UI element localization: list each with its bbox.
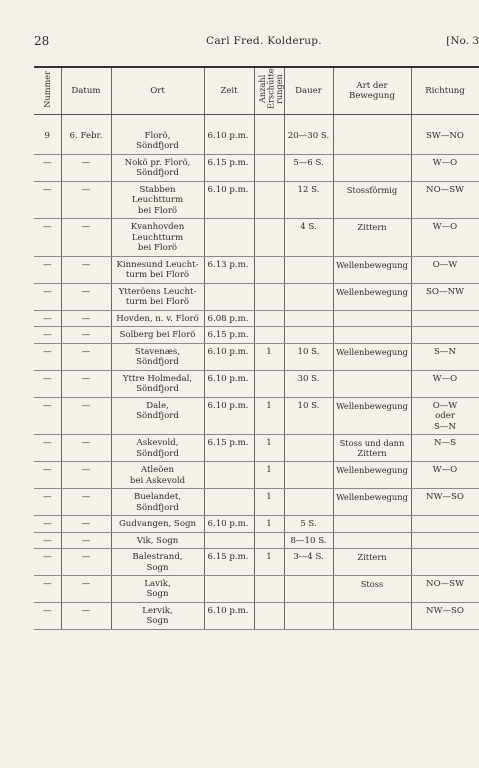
cell-datum: — bbox=[61, 370, 111, 397]
cell-ort-line: Söndfjord bbox=[136, 411, 179, 422]
cell-ort-line: Vik, Sogn bbox=[136, 535, 179, 546]
cell-ort bbox=[111, 219, 204, 256]
cell-richtung bbox=[411, 219, 479, 256]
cell-art bbox=[333, 327, 411, 343]
cell-art bbox=[333, 602, 411, 629]
cell-ort-line: Dale, bbox=[146, 400, 169, 411]
cell-anzahl bbox=[254, 256, 284, 283]
cell-datum: — bbox=[61, 516, 111, 532]
cell-ort-line: Nokö pr. Florö, bbox=[124, 157, 191, 168]
header-ort: Ort bbox=[111, 67, 204, 115]
cell-nummer: — bbox=[34, 462, 61, 489]
cell-ort-line: Söndfjord bbox=[136, 502, 179, 513]
cell-ort-line: Söndfjord bbox=[136, 141, 179, 152]
cell-ort bbox=[111, 575, 204, 602]
cell-ort bbox=[111, 435, 204, 462]
cell-richtung bbox=[411, 370, 479, 397]
table-row bbox=[34, 602, 479, 629]
cell-datum: — bbox=[61, 532, 111, 548]
cell-richtung-line: NW—SO bbox=[426, 492, 464, 503]
cell-anzahl bbox=[254, 602, 284, 629]
cell-dauer: 10 S. bbox=[284, 343, 333, 370]
cell-richtung bbox=[411, 283, 479, 310]
cell-art-line: Wellenbewegung bbox=[336, 492, 408, 503]
cell-nummer: — bbox=[34, 219, 61, 256]
cell-nummer: — bbox=[34, 343, 61, 370]
cell-datum: — bbox=[61, 343, 111, 370]
cell-richtung-line: N—S bbox=[433, 438, 456, 449]
cell-dauer bbox=[284, 602, 333, 629]
cell-ort-line: Sogn bbox=[146, 562, 169, 573]
cell-nummer: — bbox=[34, 397, 61, 434]
cell-art bbox=[333, 462, 411, 489]
cell-ort-line: Söndfjord bbox=[136, 168, 179, 179]
cell-nummer: — bbox=[34, 256, 61, 283]
cell-dauer: 12 S. bbox=[284, 181, 333, 218]
cell-art bbox=[333, 489, 411, 516]
cell-datum: — bbox=[61, 575, 111, 602]
cell-art-line: Zittern bbox=[357, 448, 387, 459]
cell-dauer bbox=[284, 327, 333, 343]
cell-richtung bbox=[411, 128, 479, 154]
cell-ort-line: Askevold, bbox=[136, 438, 179, 449]
cell-ort bbox=[111, 327, 204, 343]
earthquake-table bbox=[34, 66, 479, 630]
cell-ort-line: turm bei Florö bbox=[125, 297, 190, 308]
cell-ort-line: Balestrand, bbox=[132, 552, 183, 563]
cell-richtung-line: SO—NW bbox=[426, 286, 464, 297]
cell-art bbox=[333, 219, 411, 256]
cell-ort bbox=[111, 462, 204, 489]
cell-dauer bbox=[284, 435, 333, 462]
cell-zeit bbox=[204, 219, 254, 256]
cell-zeit: 6.15 p.m. bbox=[204, 435, 254, 462]
cell-dauer bbox=[284, 283, 333, 310]
cell-datum: — bbox=[61, 219, 111, 256]
table-row bbox=[34, 489, 479, 516]
cell-ort bbox=[111, 370, 204, 397]
table-row bbox=[34, 549, 479, 576]
cell-ort-line: Stavenæs, bbox=[134, 346, 181, 357]
cell-datum: — bbox=[61, 462, 111, 489]
cell-richtung bbox=[411, 489, 479, 516]
cell-anzahl bbox=[254, 283, 284, 310]
cell-nummer: — bbox=[34, 575, 61, 602]
cell-dauer bbox=[284, 575, 333, 602]
cell-dauer bbox=[284, 462, 333, 489]
cell-ort-line: bei Florö bbox=[137, 205, 178, 216]
cell-ort bbox=[111, 397, 204, 434]
cell-richtung bbox=[411, 397, 479, 434]
cell-anzahl bbox=[254, 370, 284, 397]
cell-zeit: 6.10 p.m. bbox=[204, 516, 254, 532]
cell-zeit bbox=[204, 462, 254, 489]
table-row bbox=[34, 154, 479, 181]
cell-ort bbox=[111, 128, 204, 154]
cell-ort-line: Stabben Leuchtturm bbox=[131, 184, 184, 206]
cell-art bbox=[333, 435, 411, 462]
cell-art-line: Wellenbewegung bbox=[336, 465, 408, 476]
cell-ort-line: Lervik, bbox=[142, 605, 173, 616]
cell-zeit: 6.10 p.m. bbox=[204, 181, 254, 218]
series-number: [No. 3 bbox=[446, 35, 479, 47]
cell-nummer: — bbox=[34, 549, 61, 576]
cell-ort-line: Yttre Holmedal, bbox=[122, 373, 193, 384]
header-anzahl: Anzahl Erschütte-rungen bbox=[254, 67, 284, 115]
cell-richtung-line: oder bbox=[435, 411, 455, 422]
cell-dauer bbox=[284, 256, 333, 283]
cell-art-line: Wellenbewegung bbox=[336, 346, 408, 357]
cell-richtung-line: W—O bbox=[432, 373, 458, 384]
cell-zeit: 6.10 p.m. bbox=[204, 602, 254, 629]
cell-richtung-line: S—N bbox=[433, 346, 456, 357]
cell-zeit bbox=[204, 489, 254, 516]
cell-anzahl: 1 bbox=[254, 343, 284, 370]
cell-dauer: 20—30 S. bbox=[284, 128, 333, 154]
cell-ort-line: Buelandet, bbox=[133, 492, 182, 503]
table-row bbox=[34, 256, 479, 283]
cell-datum: — bbox=[61, 283, 111, 310]
cell-art-line: Wellenbewegung bbox=[336, 259, 408, 270]
cell-ort-line: Florö, bbox=[144, 131, 171, 141]
cell-datum: — bbox=[61, 602, 111, 629]
cell-nummer: 9 bbox=[34, 128, 61, 154]
cell-ort bbox=[111, 549, 204, 576]
cell-nummer: — bbox=[34, 435, 61, 462]
cell-art bbox=[333, 256, 411, 283]
cell-art bbox=[333, 516, 411, 532]
cell-zeit: 6.10 p.m. bbox=[204, 128, 254, 154]
cell-zeit: 6.15 p.m. bbox=[204, 549, 254, 576]
table-row bbox=[34, 310, 479, 326]
table-row bbox=[34, 219, 479, 256]
cell-zeit: 6.15 p.m. bbox=[204, 327, 254, 343]
cell-ort-line: Hovden, n. v. Florö bbox=[116, 313, 199, 324]
cell-richtung bbox=[411, 549, 479, 576]
cell-nummer: — bbox=[34, 283, 61, 310]
cell-datum: 6. Febr. bbox=[61, 128, 111, 154]
cell-ort-line: Söndfjord bbox=[136, 448, 179, 459]
table-row bbox=[34, 327, 479, 343]
cell-ort-line: Sogn bbox=[146, 589, 169, 600]
cell-ort-line: bei Florö bbox=[137, 243, 178, 254]
cell-ort-line: Söndfjord bbox=[136, 357, 179, 368]
table-row bbox=[34, 343, 479, 370]
cell-zeit: 6.13 p.m. bbox=[204, 256, 254, 283]
cell-richtung-line: W—O bbox=[432, 157, 458, 168]
cell-art-line: Wellenbewegung bbox=[336, 286, 408, 297]
header-dauer: Dauer bbox=[284, 67, 333, 115]
cell-ort-line: Atleöen bbox=[140, 465, 175, 476]
cell-nummer: — bbox=[34, 154, 61, 181]
header-art: Art der Bewegung bbox=[333, 67, 411, 115]
cell-richtung-line: W—O bbox=[432, 222, 458, 233]
cell-anzahl bbox=[254, 154, 284, 181]
table-row bbox=[34, 128, 479, 154]
cell-zeit bbox=[204, 283, 254, 310]
cell-nummer: — bbox=[34, 370, 61, 397]
cell-art bbox=[333, 532, 411, 548]
cell-anzahl bbox=[254, 327, 284, 343]
cell-zeit: 6.10 p.m. bbox=[204, 397, 254, 434]
cell-richtung-line: W—O bbox=[432, 465, 458, 476]
cell-datum: — bbox=[61, 435, 111, 462]
cell-zeit: 6.15 p.m. bbox=[204, 154, 254, 181]
header-zeit: Zeit bbox=[204, 67, 254, 115]
table-row bbox=[34, 397, 479, 434]
cell-richtung bbox=[411, 516, 479, 532]
cell-dauer: 3—4 S. bbox=[284, 549, 333, 576]
cell-ort bbox=[111, 343, 204, 370]
cell-ort-line: bei Askevold bbox=[129, 475, 186, 486]
cell-ort-line: Ytteröens Leucht- bbox=[118, 286, 197, 297]
cell-ort-line: Solberg bei Florö bbox=[119, 330, 196, 341]
table-row bbox=[34, 370, 479, 397]
cell-art-line: Wellenbewegung bbox=[336, 400, 408, 411]
header-richtung: Richtung bbox=[411, 67, 479, 115]
cell-art bbox=[333, 128, 411, 154]
cell-anzahl bbox=[254, 128, 284, 154]
cell-ort-line: Gudvangen, Sogn bbox=[118, 519, 197, 530]
cell-zeit: 6.08 p.m. bbox=[204, 310, 254, 326]
cell-dauer: 10 S. bbox=[284, 397, 333, 434]
page-number: 28 bbox=[34, 34, 50, 48]
cell-nummer: — bbox=[34, 181, 61, 218]
table-row bbox=[34, 516, 479, 532]
cell-anzahl bbox=[254, 575, 284, 602]
cell-dauer bbox=[284, 489, 333, 516]
cell-dauer: 5 S. bbox=[284, 516, 333, 532]
cell-art-line: Stoss bbox=[360, 578, 384, 589]
cell-art-line: Stoss und dann bbox=[339, 438, 405, 449]
cell-datum: — bbox=[61, 181, 111, 218]
cell-anzahl: 1 bbox=[254, 516, 284, 532]
cell-nummer: — bbox=[34, 489, 61, 516]
cell-richtung bbox=[411, 575, 479, 602]
cell-zeit: 6.10 p.m. bbox=[204, 343, 254, 370]
cell-ort bbox=[111, 256, 204, 283]
cell-art-line: Zittern bbox=[357, 222, 387, 233]
cell-art bbox=[333, 575, 411, 602]
cell-ort-line: Leuchtturm bbox=[131, 232, 184, 243]
cell-ort bbox=[111, 602, 204, 629]
table-row bbox=[34, 575, 479, 602]
cell-ort-line: Söndfjord bbox=[136, 384, 179, 395]
cell-nummer: — bbox=[34, 602, 61, 629]
cell-richtung bbox=[411, 602, 479, 629]
cell-anzahl: 1 bbox=[254, 435, 284, 462]
cell-art bbox=[333, 549, 411, 576]
cell-richtung-line: SW—NO bbox=[426, 131, 464, 141]
cell-ort-line: Sogn bbox=[146, 616, 169, 627]
cell-richtung-line: NO—SW bbox=[426, 578, 464, 589]
cell-richtung-line: NO—SW bbox=[426, 184, 464, 195]
table-body bbox=[34, 115, 479, 630]
cell-richtung bbox=[411, 532, 479, 548]
cell-ort bbox=[111, 154, 204, 181]
cell-ort bbox=[111, 532, 204, 548]
cell-anzahl bbox=[254, 219, 284, 256]
cell-datum: — bbox=[61, 397, 111, 434]
cell-ort bbox=[111, 283, 204, 310]
cell-richtung bbox=[411, 343, 479, 370]
cell-ort-line: turm bei Florö bbox=[125, 270, 190, 281]
cell-nummer: — bbox=[34, 532, 61, 548]
cell-ort bbox=[111, 516, 204, 532]
cell-nummer: — bbox=[34, 516, 61, 532]
cell-datum: — bbox=[61, 549, 111, 576]
cell-zeit: 6.10 p.m. bbox=[204, 370, 254, 397]
cell-ort-line: Lavik, bbox=[144, 578, 171, 589]
page-header bbox=[34, 34, 479, 50]
cell-dauer: 8—10 S. bbox=[284, 532, 333, 548]
cell-ort-line: Kvanhovden bbox=[130, 222, 185, 233]
cell-anzahl bbox=[254, 532, 284, 548]
table-spacer bbox=[34, 115, 479, 129]
cell-richtung-line: O—W bbox=[432, 400, 458, 411]
cell-art bbox=[333, 370, 411, 397]
table-row bbox=[34, 283, 479, 310]
cell-richtung bbox=[411, 310, 479, 326]
cell-richtung bbox=[411, 256, 479, 283]
cell-datum: — bbox=[61, 256, 111, 283]
cell-art bbox=[333, 310, 411, 326]
cell-anzahl bbox=[254, 310, 284, 326]
cell-anzahl: 1 bbox=[254, 549, 284, 576]
cell-ort bbox=[111, 489, 204, 516]
cell-nummer: — bbox=[34, 310, 61, 326]
cell-anzahl bbox=[254, 181, 284, 218]
cell-richtung bbox=[411, 435, 479, 462]
header-nummer: Nummer bbox=[34, 67, 61, 115]
cell-art bbox=[333, 397, 411, 434]
cell-ort-line: Kinnesund Leucht- bbox=[116, 259, 199, 270]
cell-anzahl: 1 bbox=[254, 462, 284, 489]
table-row bbox=[34, 181, 479, 218]
cell-anzahl: 1 bbox=[254, 489, 284, 516]
cell-richtung bbox=[411, 327, 479, 343]
cell-richtung-line: NW—SO bbox=[426, 605, 464, 616]
cell-zeit bbox=[204, 532, 254, 548]
cell-richtung bbox=[411, 181, 479, 218]
cell-art bbox=[333, 181, 411, 218]
header-datum: Datum bbox=[61, 67, 111, 115]
table-row bbox=[34, 462, 479, 489]
cell-datum: — bbox=[61, 154, 111, 181]
table-row bbox=[34, 532, 479, 548]
cell-richtung bbox=[411, 154, 479, 181]
cell-art bbox=[333, 343, 411, 370]
cell-anzahl: 1 bbox=[254, 397, 284, 434]
cell-zeit bbox=[204, 575, 254, 602]
running-title: Carl Fred. Kolderup. bbox=[206, 35, 322, 47]
cell-datum: — bbox=[61, 310, 111, 326]
cell-datum: — bbox=[61, 489, 111, 516]
cell-dauer: 5—6 S. bbox=[284, 154, 333, 181]
cell-ort bbox=[111, 181, 204, 218]
cell-dauer: 30 S. bbox=[284, 370, 333, 397]
cell-nummer: — bbox=[34, 327, 61, 343]
cell-richtung-line: O—W bbox=[432, 259, 458, 270]
cell-dauer: 4 S. bbox=[284, 219, 333, 256]
cell-art-line: Stossförmig bbox=[346, 184, 398, 195]
cell-art-line: Zittern bbox=[357, 552, 387, 563]
cell-art bbox=[333, 283, 411, 310]
cell-ort bbox=[111, 310, 204, 326]
cell-richtung-line: S—N bbox=[433, 421, 456, 432]
cell-richtung bbox=[411, 462, 479, 489]
cell-datum: — bbox=[61, 327, 111, 343]
cell-art bbox=[333, 154, 411, 181]
table-row bbox=[34, 435, 479, 462]
table-header-row bbox=[34, 67, 479, 115]
cell-dauer bbox=[284, 310, 333, 326]
